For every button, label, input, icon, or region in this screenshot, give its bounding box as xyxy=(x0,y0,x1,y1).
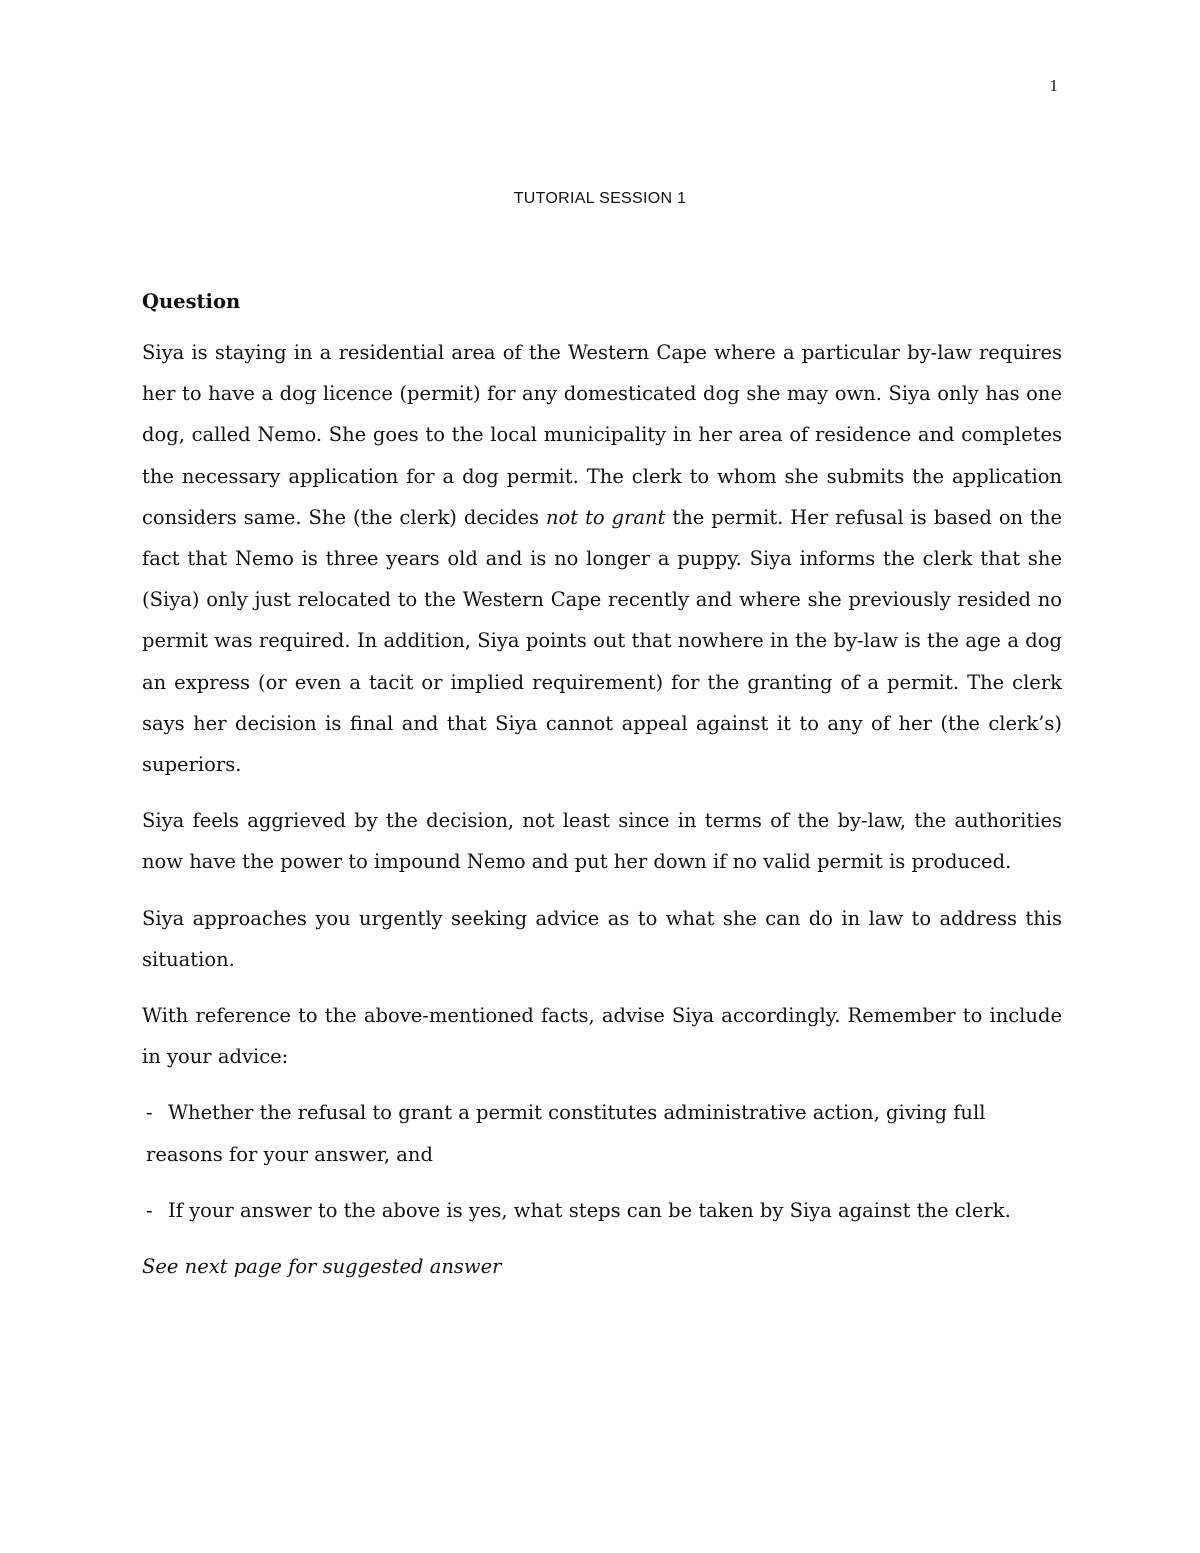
next-page-note: See next page for suggested answer xyxy=(142,1255,502,1279)
document-title: TUTORIAL SESSION 1 xyxy=(513,190,687,207)
paragraph-facts-part-1: Siya is staying in a residential area of the Western Cape where a particular by-law requires her to have a dog licence (permit) for any domesticated dog she may own. Siya only has one dog, called Nemo. She goes to the local municipality in her area of residence and completes the necessary application for a dog permit. The clerk to whom she submits the application considers same. She (the clerk) decides xyxy=(142,341,1062,529)
paragraph-instructions: With reference to the above-mentioned facts, advise Siya accordingly. Remember to include in your advice: xyxy=(142,1004,1062,1069)
bullet-dash: - xyxy=(146,1101,153,1125)
bullet-dash: - xyxy=(146,1198,153,1222)
bullet-text: If your answer to the above is yes, what steps can be taken by Siya against the clerk. xyxy=(168,1198,1011,1222)
bullet-text: Whether the refusal to grant a permit constitutes administrative action, giving full reasons for your answer, and xyxy=(146,1101,986,1166)
page-number: 1 xyxy=(1049,76,1058,95)
paragraph-aggrieved: Siya feels aggrieved by the decision, not least since in terms of the by-law, the authorities now have the power to impound Nemo and put her down if no valid permit is produced. xyxy=(142,809,1062,874)
bullet-item xyxy=(142,1092,1062,1174)
emphasis-not-to-grant: not to grant xyxy=(546,505,666,529)
section-heading: Question xyxy=(142,290,241,313)
document-body xyxy=(142,286,1062,1287)
paragraph-advice-request: Siya approaches you urgently seeking advice as to what she can do in law to address this situation. xyxy=(142,906,1062,971)
paragraph-facts xyxy=(142,332,1062,785)
bullet-item xyxy=(142,1190,1062,1231)
paragraph-facts-part-2: the permit. Her refusal is based on the fact that Nemo is three years old and is no longer a puppy. Siya informs the clerk that she (Siya) only just relocated to the Western Cape recently and where she previously resided no permit was required. In addition, Siya points out that nowhere in the by-law is the age a dog an express (or even a tacit or implied requirement) for the granting of a permit. The clerk says her decision is final and that Siya cannot appeal against it to any of her (the clerk’s) superiors. xyxy=(142,505,1062,777)
